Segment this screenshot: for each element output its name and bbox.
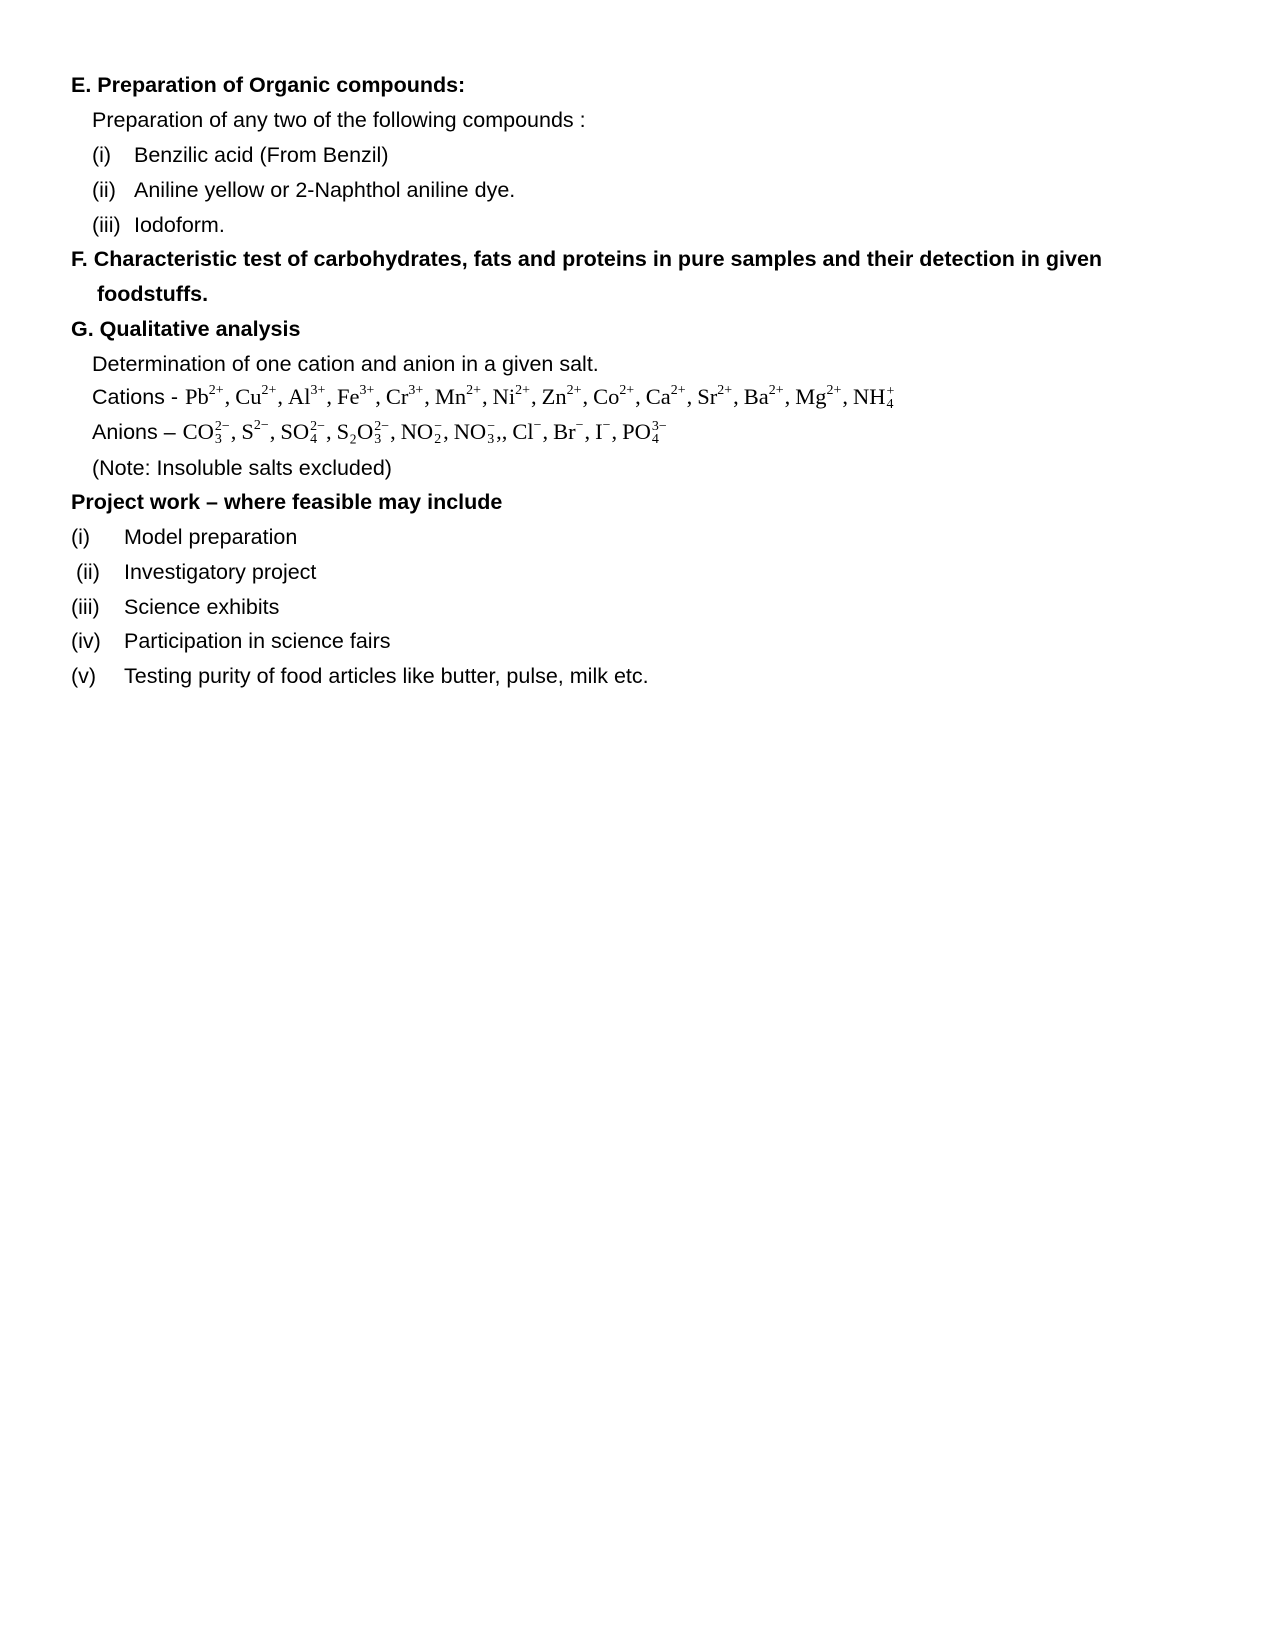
list-item-number: (ii) — [92, 178, 116, 202]
list-item-text: Participation in science fairs — [124, 629, 391, 653]
ion-symbol: Cl — [512, 419, 534, 444]
ion-formula — [853, 386, 894, 411]
ion-charge: 2− — [374, 419, 390, 435]
section-f-heading-continued: foodstuffs. — [97, 282, 209, 306]
list-item-text: Investigatory project — [124, 560, 317, 584]
list-item — [92, 145, 111, 167]
ion-charge: 2+ — [768, 383, 784, 399]
list-item-text: Iodoform. — [134, 213, 225, 237]
ion-symbol: Ba — [743, 384, 769, 409]
ion-formula — [593, 383, 635, 409]
ion-symbol: Br — [553, 419, 576, 444]
ion-formula — [595, 418, 611, 444]
ion-charge: 3+ — [310, 383, 326, 399]
ion-charge: 2+ — [515, 383, 530, 399]
ion-subscript: 3 — [487, 431, 495, 447]
cations-list: $Pb^{2+}$, $Cu^{2+}$, $Al^{3+}$, $Fe^{3+}$, $Cr^{3+}$, $Mn^{2+}$, $Ni^{2+}$, $Zn^{2+}$, $Co^{2+}$, $Ca^{2+}$, $Sr^{2+}$, $Ba^{2+}$, $Mg^{2+}$, NH + 4 — [185, 383, 895, 412]
list-item-number: (iii) — [92, 213, 121, 237]
anions-list: CO 2− 3 , $S^{2-}$, SO 2− 4 , S₂O 2− 3 , NO − 2 , NO − 3 ,, Cl−, Br−, I−, PO 3− 4 — [182, 418, 667, 447]
section-e-heading: E. Preparation of Organic compounds: — [71, 73, 466, 97]
list-item-number: (ii) — [76, 560, 100, 584]
ion-charge: − — [434, 419, 443, 435]
list-item — [92, 215, 121, 237]
list-item-number: (i) — [71, 525, 91, 549]
ion-charge: 2− — [253, 418, 269, 434]
anions-line — [92, 418, 672, 447]
ion-symbol: I — [595, 419, 603, 444]
ion-charge: 2+ — [619, 383, 635, 399]
ion-charge: 3+ — [408, 383, 424, 399]
list-item-number: (iv) — [71, 629, 101, 653]
list-item-number: (i) — [92, 143, 112, 167]
ion-symbol: NH — [852, 384, 886, 409]
ion-formula — [336, 383, 375, 409]
ion-subscript: 4 — [651, 431, 659, 447]
ion-symbol: Fe — [336, 384, 360, 409]
ion-charge: 2+ — [826, 383, 842, 399]
ion-subscript: 4 — [886, 396, 894, 412]
ion-formula — [492, 383, 530, 409]
section-e-intro: Preparation of any two of the following compounds : — [92, 108, 586, 132]
ion-symbol: SO — [280, 419, 310, 444]
ion-charge: 2+ — [717, 383, 733, 399]
ion-formula — [183, 421, 230, 446]
ion-charge: 3− — [651, 419, 667, 435]
ion-formula — [512, 418, 542, 444]
ion-formula — [241, 418, 269, 444]
list-item-text: Benzilic acid (From Benzil) — [134, 143, 389, 167]
list-item-number: (iii) — [71, 595, 100, 619]
ion-symbol: Co — [593, 384, 620, 409]
list-item-text: Model preparation — [124, 525, 298, 549]
list-item-text: Testing purity of food articles like butter, pulse, milk etc. — [124, 664, 649, 688]
list-item-text: Science exhibits — [124, 595, 280, 619]
ion-charge: 2− — [214, 419, 230, 435]
anions-label: Anions – — [92, 420, 182, 444]
ion-formula — [454, 421, 495, 446]
ion-charge: 2+ — [566, 383, 582, 399]
ion-formula — [235, 383, 277, 409]
ion-formula — [743, 383, 784, 409]
ion-symbol: Cu — [235, 384, 262, 409]
ion-symbol: PO — [622, 419, 651, 444]
ion-symbol: Sr — [697, 384, 718, 409]
ion-formula — [185, 383, 224, 409]
ion-charge: 2+ — [670, 383, 686, 399]
list-item-text: Aniline yellow or 2-Naphthol aniline dye. — [134, 178, 516, 202]
ion-symbol: Ni — [492, 384, 516, 409]
ion-formula — [287, 383, 326, 409]
ion-symbol: Al — [287, 384, 311, 409]
ion-charge: − — [487, 419, 496, 435]
cations-line — [92, 383, 899, 412]
ion-charge: 2+ — [261, 383, 277, 399]
ion-symbol: Zn — [541, 384, 567, 409]
ion-formula — [795, 383, 842, 409]
ion-symbol: S — [241, 419, 254, 444]
ion-symbol: NO — [453, 419, 487, 444]
ion-charge: − — [602, 418, 611, 434]
section-g-intro: Determination of one cation and anion in a given salt. — [92, 352, 599, 376]
ion-subscript: 3 — [374, 431, 382, 447]
project-heading: Project work – where feasible may include — [71, 490, 503, 514]
list-item-number: (v) — [71, 664, 97, 688]
ion-charge: 3+ — [359, 383, 375, 399]
ion-subscript: 3 — [214, 431, 222, 447]
ion-symbol: CO — [182, 419, 214, 444]
ion-charge: 2+ — [208, 383, 224, 399]
ion-subscript: 4 — [310, 431, 318, 447]
ion-charge: 2+ — [466, 383, 481, 399]
ion-formula — [697, 383, 733, 409]
list-item — [92, 180, 116, 202]
ion-formula — [645, 383, 686, 409]
section-g-note: (Note: Insoluble salts excluded) — [92, 456, 392, 480]
ion-symbol: Mg — [795, 384, 827, 409]
ion-formula — [622, 421, 667, 446]
ion-formula — [385, 383, 424, 409]
ion-formula — [434, 383, 481, 409]
ion-formula — [280, 421, 325, 446]
ion-charge: − — [533, 418, 542, 434]
ion-charge: − — [575, 418, 584, 434]
ion-formula — [553, 418, 584, 444]
ion-formula — [337, 421, 389, 446]
ion-subscript: 2 — [434, 431, 442, 447]
ion-formula — [401, 421, 442, 446]
ion-symbol: Ca — [645, 384, 671, 409]
ion-formula — [541, 383, 582, 409]
section-f-heading: F. Characteristic test of carbohydrates, fats and proteins in pure samples and their detection in given — [71, 247, 1103, 271]
cations-label: Cations - — [92, 385, 185, 409]
ion-symbol: S₂O — [336, 419, 374, 444]
section-g-heading: G. Qualitative analysis — [71, 317, 301, 341]
ion-charge: + — [886, 384, 895, 400]
ion-symbol: Cr — [385, 384, 409, 409]
ion-symbol: Mn — [434, 384, 467, 409]
ion-symbol: NO — [400, 419, 434, 444]
ion-symbol: Pb — [185, 384, 209, 409]
ion-charge: 2− — [310, 419, 325, 435]
